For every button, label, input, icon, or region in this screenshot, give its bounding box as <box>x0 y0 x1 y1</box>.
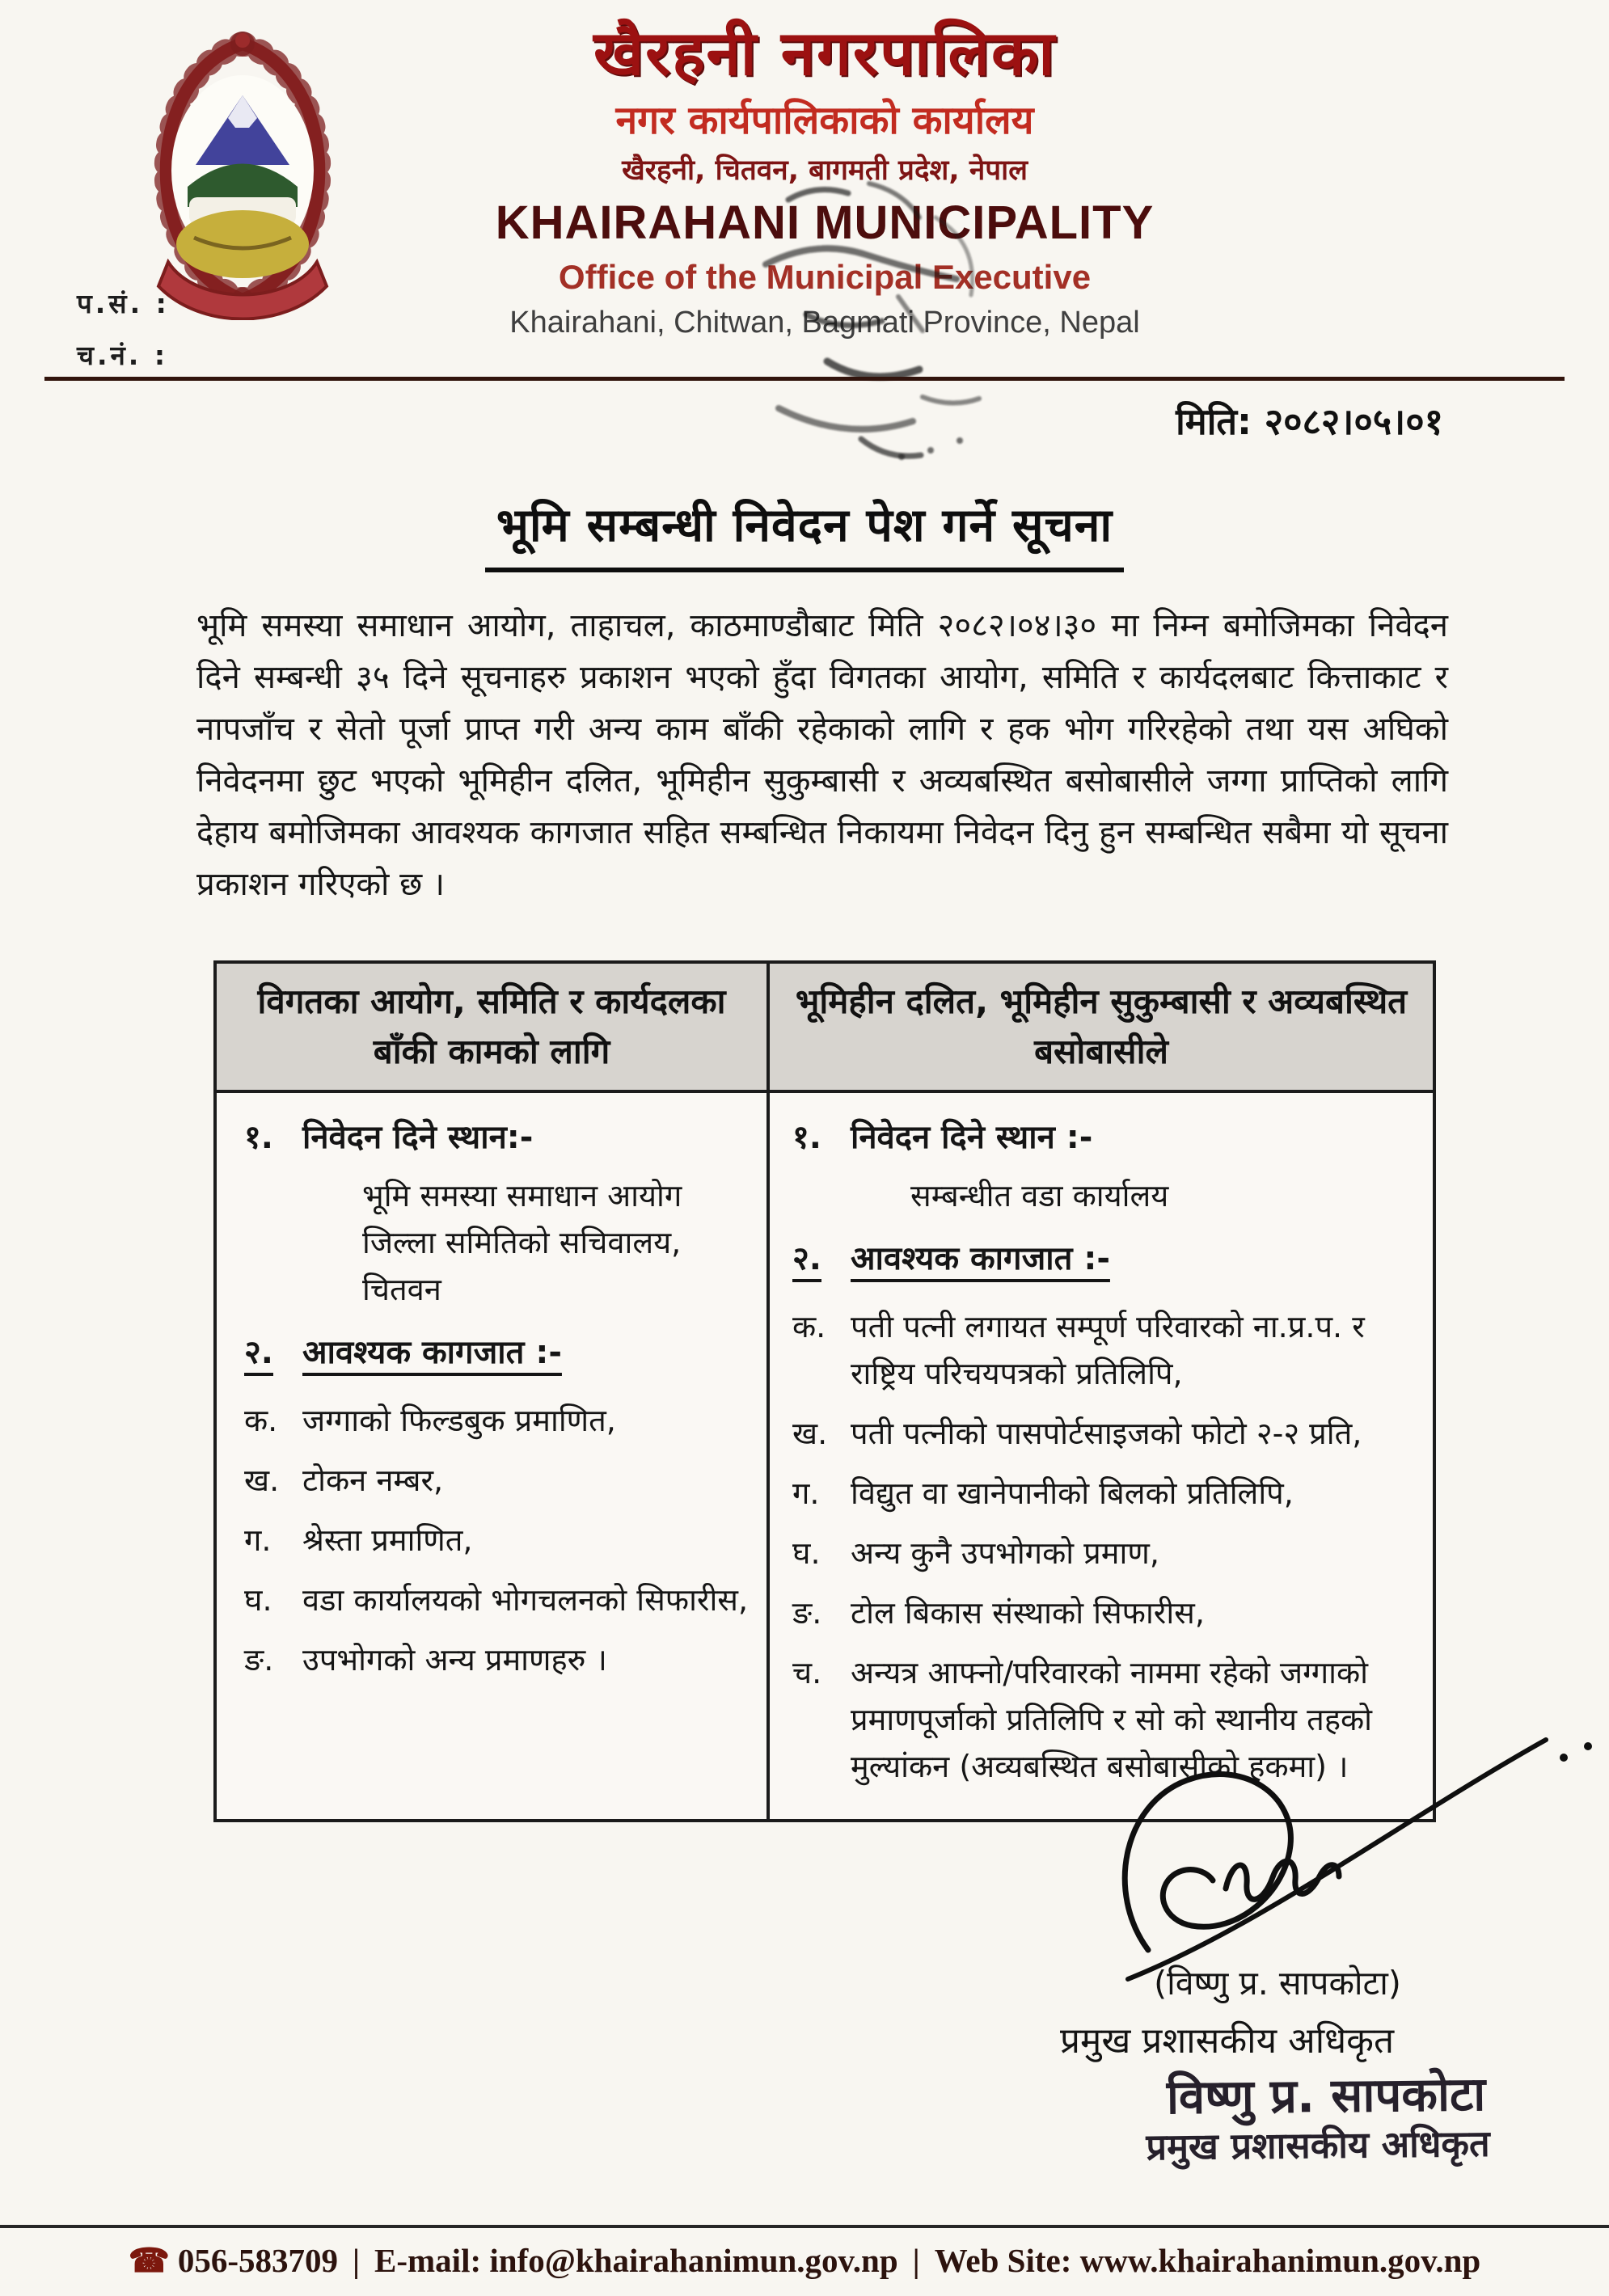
entry-text: टोल बिकास संस्थाको सिफारीस, <box>851 1595 1205 1631</box>
entry-marker: ङ. <box>792 1595 822 1631</box>
notice-body: भूमि समस्या समाधान आयोग, ताहाचल, काठमाण्डौबाट मिति २०८२।०४।३० मा निम्न बमोजिमका निवेदन दिने सम्बन्धी ३५ दिने सूचनाहरु प्रकाशन भएको हुँदा विगतका आयोग, समिति र कार्यदलबाट कित्ताकाट र नापजाँच र सेतो पूर्जा प्राप्त गरी अन्य काम बाँकी रहेकाको लागि र हक भोग गरिरहेको तथा यस अघिको निवेदनमा छुट भएको भूमिहीन दलित, भूमिहीन सुकुम्बासी र अव्यबस्थित बसोबासीले जग्गा प्राप्तिको लागि देहाय बमोजिमका आवश्यक कागजात सहित सम्बन्धित निकायमा निवेदन दिनु हुन सम्बन्धित सबैमा यो सूचना प्रकाशन गरिएको छ । <box>196 607 1448 903</box>
entry-marker: च. <box>792 1655 822 1690</box>
table-entry <box>792 1589 1415 1636</box>
entry-text: सम्बन्धीत वडा कार्यालय <box>910 1178 1169 1213</box>
municipality-name-en: KHAIRAHANI MUNICIPALITY <box>495 196 1155 249</box>
documents-table <box>213 960 1436 1822</box>
table-header-left: विगतका आयोग, समिति र कार्यदलका बाँकी कामको लागि <box>217 964 770 1090</box>
entry-text: आवश्यक कागजात :- <box>851 1240 1110 1277</box>
entry-text: विद्युत वा खानेपानीको बिलको प्रतिलिपि, <box>851 1475 1294 1511</box>
entry-marker: १. <box>244 1119 273 1156</box>
signatory-designation: प्रमुख प्रशासकीय अधिकृत <box>1059 2020 1395 2062</box>
table-entry <box>244 1636 750 1683</box>
footer-separator: | <box>912 2242 920 2279</box>
entry-marker: घ. <box>244 1582 272 1618</box>
email-label: E-mail: <box>374 2242 482 2279</box>
page-footer <box>0 2225 1609 2296</box>
website-label: Web Site: <box>934 2242 1072 2279</box>
entry-text: आवश्यक कागजात :- <box>302 1334 562 1371</box>
table-entry <box>244 1329 750 1376</box>
table-entry <box>792 1114 1415 1161</box>
entry-text: टोकन नम्बर, <box>302 1462 444 1498</box>
table-entry <box>244 1172 750 1313</box>
entry-text: निवेदन दिने स्थान :- <box>851 1119 1093 1156</box>
table-cell-right <box>770 1093 1433 1819</box>
address-np: खैरहनी, चितवन, बागमती प्रदेश, नेपाल <box>622 154 1028 187</box>
table-header-row <box>217 964 1433 1093</box>
notice-title: भूमि सम्बन्धी निवेदन पेश गर्ने सूचना <box>485 492 1124 572</box>
entry-marker <box>304 1172 351 1313</box>
table-entry <box>792 1530 1415 1576</box>
table-entry <box>792 1649 1415 1790</box>
entry-text: पती पत्नीको पासपोर्टसाइजको फोटो २-२ प्रति, <box>851 1416 1362 1451</box>
entry-marker: १. <box>792 1119 821 1156</box>
header-divider <box>44 377 1565 381</box>
entry-text: निवेदन दिने स्थान:- <box>302 1119 534 1156</box>
entry-marker: क. <box>244 1403 278 1438</box>
dispatch-number-label: च.नं. : <box>77 340 169 371</box>
notice-title-row <box>0 492 1609 572</box>
table-entry <box>792 1410 1415 1457</box>
table-entry <box>792 1235 1415 1282</box>
ref-number-label: प.सं. : <box>77 288 170 319</box>
phone-number: 056-583709 <box>177 2242 338 2279</box>
address-en: Khairahani, Chitwan, Bagmati Province, Nepal <box>509 306 1140 340</box>
entry-marker <box>852 1172 899 1219</box>
table-entry <box>244 1517 750 1564</box>
letterhead <box>121 15 1528 344</box>
table-body-row <box>217 1093 1433 1819</box>
table-entry <box>792 1470 1415 1517</box>
table-entry <box>244 1576 750 1623</box>
table-entry <box>244 1397 750 1444</box>
entry-text: पती पत्नी लगायत सम्पूर्ण परिवारको ना.प्र.प. र राष्ट्रिय परिचयपत्रको प्रतिलिपि, <box>851 1309 1365 1391</box>
email-address: info@khairahanimun.gov.np <box>489 2242 898 2279</box>
entry-text: जग्गाको फिल्डबुक प्रमाणित, <box>302 1403 616 1438</box>
entry-marker: ग. <box>244 1522 272 1558</box>
entry-text: वडा कार्यालयको भोगचलनको सिफारीस, <box>302 1582 749 1618</box>
entry-text: अन्यत्र आफ्नो/परिवारको नाममा रहेको जग्गाको प्रमाणपूर्जाको प्रतिलिपि र सो को स्थानीय तहको मुल्यांकन (अव्यबस्थित बसोबासीको हकमा) । <box>851 1655 1373 1784</box>
phone-icon: ☎ <box>128 2242 170 2279</box>
stamp-name: विष्णु प्र. सापकोटा <box>1166 2066 1486 2125</box>
office-name-np: नगर कार्यपालिकाको कार्यालय <box>615 98 1034 143</box>
entry-marker: ङ. <box>244 1642 274 1678</box>
entry-marker: घ. <box>792 1535 821 1571</box>
table-entry <box>244 1114 750 1161</box>
table-entry <box>244 1457 750 1504</box>
entry-marker: २. <box>244 1334 273 1371</box>
table-cell-left <box>217 1093 770 1819</box>
stamp-designation: प्रमुख प्रशासकीय अधिकृत <box>1146 2121 1490 2169</box>
table-entry <box>792 1303 1415 1397</box>
date-line: मिति: २०८२।०५।०१ <box>1176 400 1443 443</box>
table-entry <box>792 1172 1415 1219</box>
entry-text: अन्य कुनै उपभोगको प्रमाण, <box>851 1535 1159 1571</box>
footer-separator: | <box>353 2242 361 2279</box>
website-address: www.khairahanimun.gov.np <box>1079 2242 1481 2279</box>
entry-marker: २. <box>792 1240 821 1277</box>
office-name-en: Office of the Municipal Executive <box>558 258 1092 296</box>
entry-text: भूमि समस्या समाधान आयोग जिल्ला समितिको सचिवालय, चितवन <box>362 1178 682 1307</box>
entry-marker: क. <box>792 1309 826 1344</box>
table-header-right: भूमिहीन दलित, भूमिहीन सुकुम्बासी र अव्यबस्थित बसोबासीले <box>795 981 1408 1071</box>
signatory-name: (विष्णु प्र. सापकोटा) <box>1154 1964 1401 2003</box>
municipality-name-np: खैरहनी नगरपालिका <box>593 17 1057 89</box>
entry-text: श्रेस्ता प्रमाणित, <box>302 1522 473 1558</box>
entry-marker: ग. <box>792 1475 820 1511</box>
entry-text: उपभोगको अन्य प्रमाणहरु । <box>302 1642 607 1678</box>
entry-marker: ख. <box>792 1416 828 1451</box>
entry-marker: ख. <box>244 1462 280 1498</box>
